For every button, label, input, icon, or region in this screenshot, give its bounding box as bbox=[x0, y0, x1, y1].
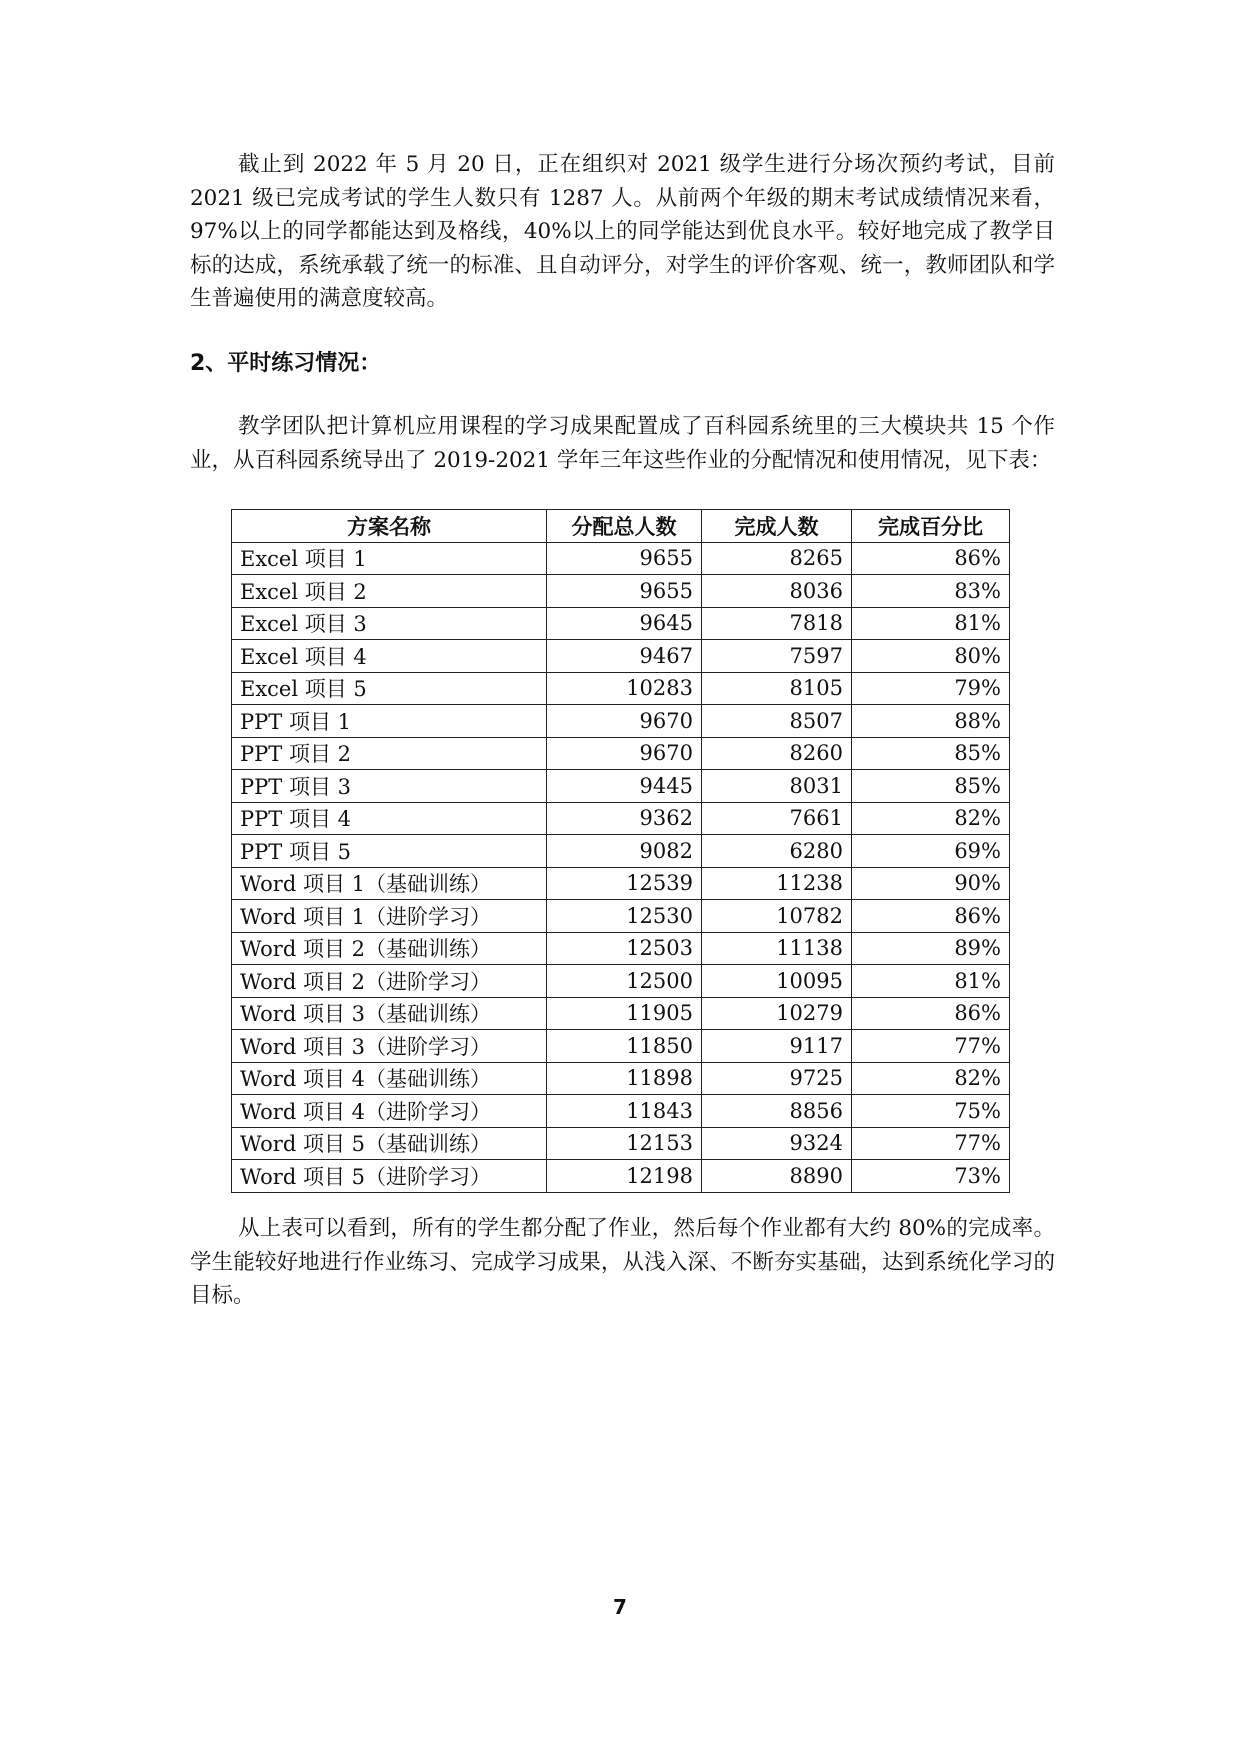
cell-completed-count: 8036 bbox=[702, 575, 852, 608]
cell-completed-count: 9324 bbox=[702, 1127, 852, 1160]
header-assigned-total: 分配总人数 bbox=[547, 510, 702, 543]
cell-assigned-total: 12503 bbox=[547, 932, 702, 965]
cell-plan-name: Word 项目 4（基础训练） bbox=[232, 1062, 547, 1095]
table-row bbox=[232, 932, 1010, 965]
cell-completion-percent: 90% bbox=[852, 867, 1010, 900]
cell-assigned-total: 12198 bbox=[547, 1160, 702, 1193]
cell-completion-percent: 85% bbox=[852, 737, 1010, 770]
cell-plan-name: Word 项目 5（基础训练） bbox=[232, 1127, 547, 1160]
paragraph-practice-intro: 教学团队把计算机应用课程的学习成果配置成了百科园系统里的三大模块共 15 个作业，从百科园系统导出了 2019-2021 学年三年这些作业的分配情况和使用情况，见下表： bbox=[190, 414, 1055, 473]
table-row bbox=[232, 867, 1010, 900]
cell-completion-percent: 79% bbox=[852, 672, 1010, 705]
table-row bbox=[232, 672, 1010, 705]
cell-assigned-total: 9467 bbox=[547, 640, 702, 673]
cell-plan-name: PPT 项目 5 bbox=[232, 835, 547, 868]
cell-completed-count: 8265 bbox=[702, 542, 852, 575]
cell-completed-count: 8031 bbox=[702, 770, 852, 803]
cell-assigned-total: 9645 bbox=[547, 607, 702, 640]
cell-completed-count: 7661 bbox=[702, 802, 852, 835]
cell-completion-percent: 81% bbox=[852, 607, 1010, 640]
table-row bbox=[232, 1030, 1010, 1063]
cell-plan-name: PPT 项目 1 bbox=[232, 705, 547, 738]
paragraph-conclusion: 从上表可以看到，所有的学生都分配了作业，然后每个作业都有大约 80%的完成率。学生能较好地进行作业练习、完成学习成果，从浅入深、不断夯实基础，达到系统化学习的目标。 bbox=[190, 1216, 1055, 1308]
cell-completion-percent: 86% bbox=[852, 997, 1010, 1030]
cell-plan-name: PPT 项目 3 bbox=[232, 770, 547, 803]
cell-assigned-total: 10283 bbox=[547, 672, 702, 705]
cell-plan-name: Word 项目 2（进阶学习） bbox=[232, 965, 547, 998]
header-completed-count: 完成人数 bbox=[702, 510, 852, 543]
cell-plan-name: PPT 项目 4 bbox=[232, 802, 547, 835]
table-row bbox=[232, 835, 1010, 868]
cell-completed-count: 7597 bbox=[702, 640, 852, 673]
cell-completion-percent: 81% bbox=[852, 965, 1010, 998]
cell-plan-name: Word 项目 2（基础训练） bbox=[232, 932, 547, 965]
cell-completed-count: 10782 bbox=[702, 900, 852, 933]
cell-completion-percent: 85% bbox=[852, 770, 1010, 803]
cell-completion-percent: 69% bbox=[852, 835, 1010, 868]
cell-completed-count: 8507 bbox=[702, 705, 852, 738]
table-row bbox=[232, 900, 1010, 933]
cell-completion-percent: 77% bbox=[852, 1127, 1010, 1160]
cell-completion-percent: 75% bbox=[852, 1095, 1010, 1128]
header-completion-percent: 完成百分比 bbox=[852, 510, 1010, 543]
cell-plan-name: Word 项目 4（进阶学习） bbox=[232, 1095, 547, 1128]
cell-plan-name: Excel 项目 4 bbox=[232, 640, 547, 673]
table-row bbox=[232, 575, 1010, 608]
table-row bbox=[232, 802, 1010, 835]
table-row bbox=[232, 770, 1010, 803]
cell-completed-count: 8260 bbox=[702, 737, 852, 770]
cell-assigned-total: 11905 bbox=[547, 997, 702, 1030]
cell-plan-name: Excel 项目 1 bbox=[232, 542, 547, 575]
cell-completed-count: 8890 bbox=[702, 1160, 852, 1193]
cell-assigned-total: 12530 bbox=[547, 900, 702, 933]
cell-completion-percent: 89% bbox=[852, 932, 1010, 965]
cell-plan-name: Word 项目 3（基础训练） bbox=[232, 997, 547, 1030]
cell-completed-count: 10095 bbox=[702, 965, 852, 998]
cell-completion-percent: 82% bbox=[852, 802, 1010, 835]
paragraph-exam-summary: 截止到 2022 年 5 月 20 日，正在组织对 2021 级学生进行分场次预约考试，目前 2021 级已完成考试的学生人数只有 1287 人。从前两个年级的期末考试成绩情况来看，97%以上的同学都能达到及格线，40%以上的同学能达到优良水平。较好地完成了教学目标的达成，系统承载了统一的标准、且自动评分，对学生的评价客观、统一，教师团队和学生普遍使用的满意度较高。 bbox=[190, 152, 1055, 311]
cell-completed-count: 11238 bbox=[702, 867, 852, 900]
cell-completion-percent: 77% bbox=[852, 1030, 1010, 1063]
table-row bbox=[232, 1127, 1010, 1160]
cell-completion-percent: 86% bbox=[852, 900, 1010, 933]
cell-assigned-total: 9655 bbox=[547, 542, 702, 575]
cell-assigned-total: 9655 bbox=[547, 575, 702, 608]
cell-assigned-total: 9082 bbox=[547, 835, 702, 868]
page-number: 7 bbox=[613, 1595, 627, 1619]
cell-plan-name: PPT 项目 2 bbox=[232, 737, 547, 770]
cell-assigned-total: 11898 bbox=[547, 1062, 702, 1095]
table-row bbox=[232, 640, 1010, 673]
cell-assigned-total: 11843 bbox=[547, 1095, 702, 1128]
table-row bbox=[232, 1062, 1010, 1095]
cell-completion-percent: 88% bbox=[852, 705, 1010, 738]
table-row bbox=[232, 997, 1010, 1030]
cell-assigned-total: 11850 bbox=[547, 1030, 702, 1063]
cell-assigned-total: 9670 bbox=[547, 737, 702, 770]
assignment-table bbox=[231, 509, 1010, 1193]
cell-completed-count: 8105 bbox=[702, 672, 852, 705]
cell-assigned-total: 9445 bbox=[547, 770, 702, 803]
cell-completed-count: 9725 bbox=[702, 1062, 852, 1095]
section-heading: 2、平时练习情况： bbox=[190, 351, 382, 376]
cell-assigned-total: 12500 bbox=[547, 965, 702, 998]
table-row bbox=[232, 1160, 1010, 1193]
table-row bbox=[232, 965, 1010, 998]
cell-completion-percent: 86% bbox=[852, 542, 1010, 575]
cell-plan-name: Excel 项目 2 bbox=[232, 575, 547, 608]
header-plan-name: 方案名称 bbox=[232, 510, 547, 543]
cell-completion-percent: 83% bbox=[852, 575, 1010, 608]
table-header-row bbox=[232, 510, 1010, 543]
table-row bbox=[232, 1095, 1010, 1128]
table-row bbox=[232, 542, 1010, 575]
cell-plan-name: Word 项目 5（进阶学习） bbox=[232, 1160, 547, 1193]
cell-assigned-total: 12539 bbox=[547, 867, 702, 900]
cell-completion-percent: 80% bbox=[852, 640, 1010, 673]
table-row bbox=[232, 705, 1010, 738]
cell-plan-name: Word 项目 3（进阶学习） bbox=[232, 1030, 547, 1063]
cell-completion-percent: 73% bbox=[852, 1160, 1010, 1193]
cell-plan-name: Excel 项目 5 bbox=[232, 672, 547, 705]
cell-completed-count: 11138 bbox=[702, 932, 852, 965]
table-row bbox=[232, 607, 1010, 640]
cell-assigned-total: 12153 bbox=[547, 1127, 702, 1160]
cell-completed-count: 6280 bbox=[702, 835, 852, 868]
cell-assigned-total: 9362 bbox=[547, 802, 702, 835]
cell-plan-name: Word 项目 1（进阶学习） bbox=[232, 900, 547, 933]
cell-assigned-total: 9670 bbox=[547, 705, 702, 738]
table-row bbox=[232, 737, 1010, 770]
cell-completed-count: 9117 bbox=[702, 1030, 852, 1063]
cell-completion-percent: 82% bbox=[852, 1062, 1010, 1095]
cell-plan-name: Word 项目 1（基础训练） bbox=[232, 867, 547, 900]
cell-completed-count: 10279 bbox=[702, 997, 852, 1030]
cell-completed-count: 8856 bbox=[702, 1095, 852, 1128]
cell-completed-count: 7818 bbox=[702, 607, 852, 640]
cell-plan-name: Excel 项目 3 bbox=[232, 607, 547, 640]
